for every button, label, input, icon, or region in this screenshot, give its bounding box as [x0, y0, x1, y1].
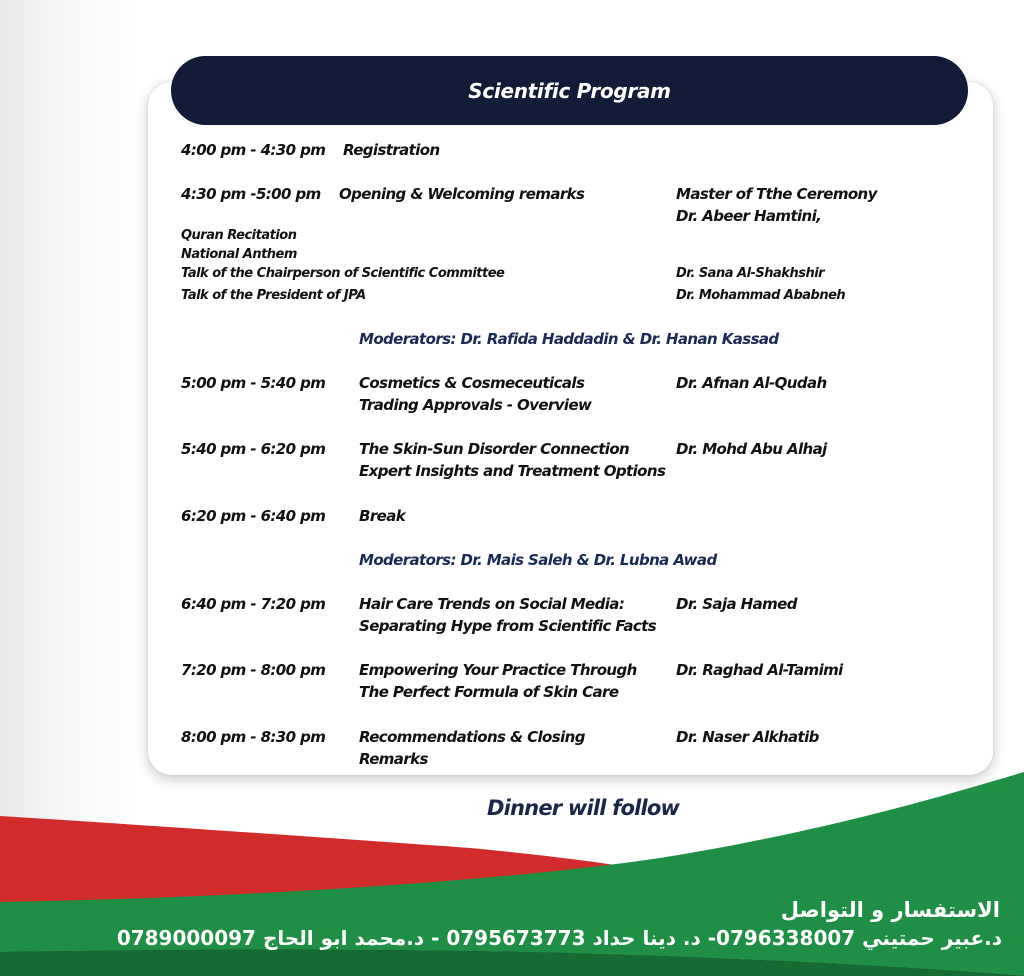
session-3-speaker: Dr. Saja Hamed: [676, 595, 797, 613]
session-4-speaker: Dr. Raghad Al-Tamimi: [676, 661, 843, 679]
session-3-title-line1: Hair Care Trends on Social Media:: [359, 595, 625, 613]
registration-time: 4:00 pm - 4:30 pm: [181, 141, 326, 159]
session-4-title-line1: Empowering Your Practice Through: [359, 661, 637, 679]
session-2-speaker: Dr. Mohd Abu Alhaj: [676, 440, 827, 458]
session-2-time: 5:40 pm - 6:20 pm: [181, 440, 326, 458]
session-5-title-line2: Remarks: [359, 750, 428, 768]
opening-time: 4:30 pm -5:00 pm: [181, 185, 321, 203]
opening-speaker-role: Master of Tthe Ceremony: [676, 185, 877, 203]
opening-title: Opening & Welcoming remarks: [339, 185, 585, 203]
opening-speaker-name: Dr. Abeer Hamtini,: [676, 207, 822, 225]
session-4-time: 7:20 pm - 8:00 pm: [181, 661, 326, 679]
session-1-speaker: Dr. Afnan Al-Qudah: [676, 374, 827, 392]
moderators-first: Moderators: Dr. Rafida Haddadin & Dr. Hanan Kassad: [359, 330, 779, 348]
session-4-title-line2: The Perfect Formula of Skin Care: [359, 683, 619, 701]
registration-title: Registration: [343, 141, 440, 159]
session-2-title-line2: Expert Insights and Treatment Options: [359, 462, 666, 480]
president-speaker: Dr. Mohammad Ababneh: [676, 288, 846, 303]
contact-line: د.عبير حمتيني 0796338007- د. دينا حداد 0795673773 - د.محمد ابو الحاج 0789000097: [116, 926, 1002, 950]
session-5-time: 8:00 pm - 8:30 pm: [181, 728, 326, 746]
contact-heading: الاستفسار و التواصل: [780, 898, 1000, 922]
session-1-title-line2: Trading Approvals - Overview: [359, 396, 592, 414]
session-2-title-line1: The Skin-Sun Disorder Connection: [359, 440, 630, 458]
session-5-title-line1: Recommendations & Closing: [359, 728, 585, 746]
chairperson-talk: Talk of the Chairperson of Scientific Committee: [181, 266, 505, 281]
session-3-time: 6:40 pm - 7:20 pm: [181, 595, 326, 613]
session-1-time: 5:00 pm - 5:40 pm: [181, 374, 326, 392]
program-title: Scientific Program: [468, 78, 671, 103]
president-talk: Talk of the President of JPA: [181, 288, 366, 303]
moderators-second: Moderators: Dr. Mais Saleh & Dr. Lubna Awad: [359, 551, 717, 569]
session-5-speaker: Dr. Naser Alkhatib: [676, 728, 819, 746]
break-time: 6:20 pm - 6:40 pm: [181, 507, 326, 525]
quran-recitation: Quran Recitation: [181, 228, 297, 243]
session-1-title-line1: Cosmetics & Cosmeceuticals: [359, 374, 585, 392]
dinner-note: Dinner will follow: [487, 796, 680, 820]
session-3-title-line2: Separating Hype from Scientific Facts: [359, 617, 657, 635]
chairperson-speaker: Dr. Sana Al-Shakhshir: [676, 266, 825, 281]
break-title: Break: [359, 507, 406, 525]
national-anthem: National Anthem: [181, 247, 297, 262]
